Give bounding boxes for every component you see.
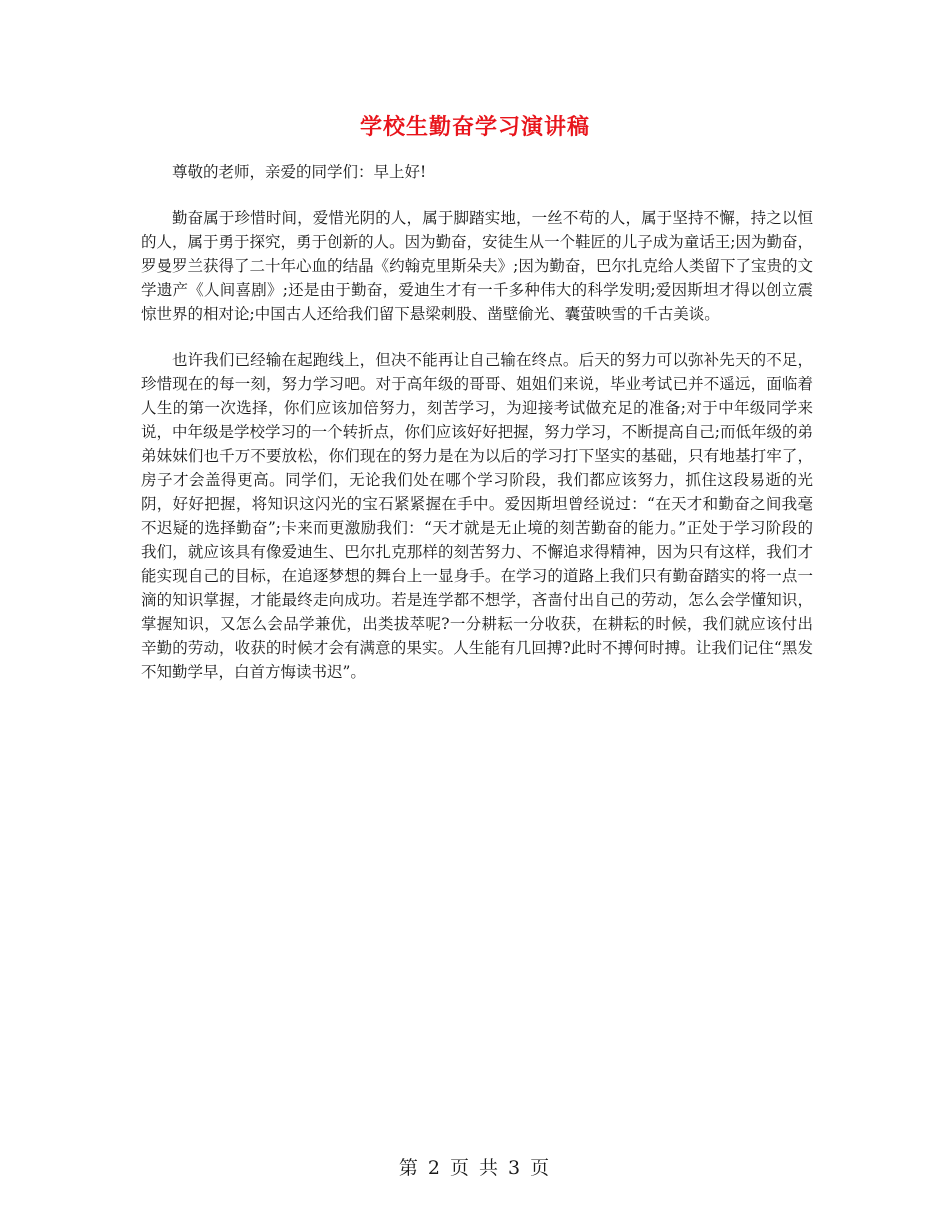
body-paragraph-1: 勤奋属于珍惜时间，爱惜光阴的人，属于脚踏实地，一丝不苟的人，属于坚持不懈，持之以恒的人，属于勇于探究，勇于创新的人。因为勤奋，安徒生从一个鞋匠的儿子成为童话王;因为勤奋，罗曼罗兰获得了二十年心血的结晶《约翰克里斯朵夫》;因为勤奋，巴尔扎克给人类留下了宝贵的文学遗产《人间喜剧》;还是由于勤奋，爱迪生才有一千多种伟大的科学发明;爱因斯坦才得以创立震惊世界的相对论;中国古人还给我们留下悬梁刺股、凿壁偷光、囊萤映雪的千古美谈。 xyxy=(141,209,813,323)
document-title: 学校生勤奋学习演讲稿 xyxy=(359,114,590,140)
document-body xyxy=(141,160,813,706)
body-paragraph-2: 也许我们已经输在起跑线上，但决不能再让自己输在终点。后天的努力可以弥补先天的不足，珍惜现在的每一刻，努力学习吧。对于高年级的哥哥、姐姐们来说，毕业考试已并不遥远，面临着人生的第一次选择，你们应该加倍努力，刻苦学习，为迎接考试做充足的准备;对于中年级同学来说，中年级是学校学习的一个转折点，你们应该好好把握，努力学习，不断提高自己;而低年级的弟弟妹妹们也千万不要放松，你们现在的努力是在为以后的学习打下坚实的基础，只有地基打牢了，房子才会盖得更高。同学们，无论我们处在哪个学习阶段，我们都应该努力，抓住这段易逝的光阴，好好把握，将知识这闪光的宝石紧紧握在手中。爱因斯坦曾经说过：“在天才和勤奋之间我毫不迟疑的选择勤奋”;卡来而更激励我们：“天才就是无止境的刻苦勤奋的能力。”正处于学习阶段的我们，就应该具有像爱迪生、巴尔扎克那样的刻苦努力、不懈追求得精神，因为只有这样，我们才能实现自己的目标，在追逐梦想的舞台上一显身手。在学习的道路上我们只有勤奋踏实的将一点一滴的知识掌握，才能最终走向成功。若是连学都不想学，吝啬付出自己的劳动，怎么会学懂知识，掌握知识，又怎么会品学兼优，出类拔萃呢?一分耕耘一分收获，在耕耘的时候，我们就应该付出辛勤的劳动，收获的时候才会有满意的果实。人生能有几回搏?此时不搏何时搏。让我们记住“黑发不知勤学早，白首方悔读书迟”。 xyxy=(141,351,813,681)
greeting-paragraph: 尊敬的老师，亲爱的同学们：早上好! xyxy=(172,163,427,181)
page-number-footer: 第 2 页 共 3 页 xyxy=(398,1157,552,1179)
